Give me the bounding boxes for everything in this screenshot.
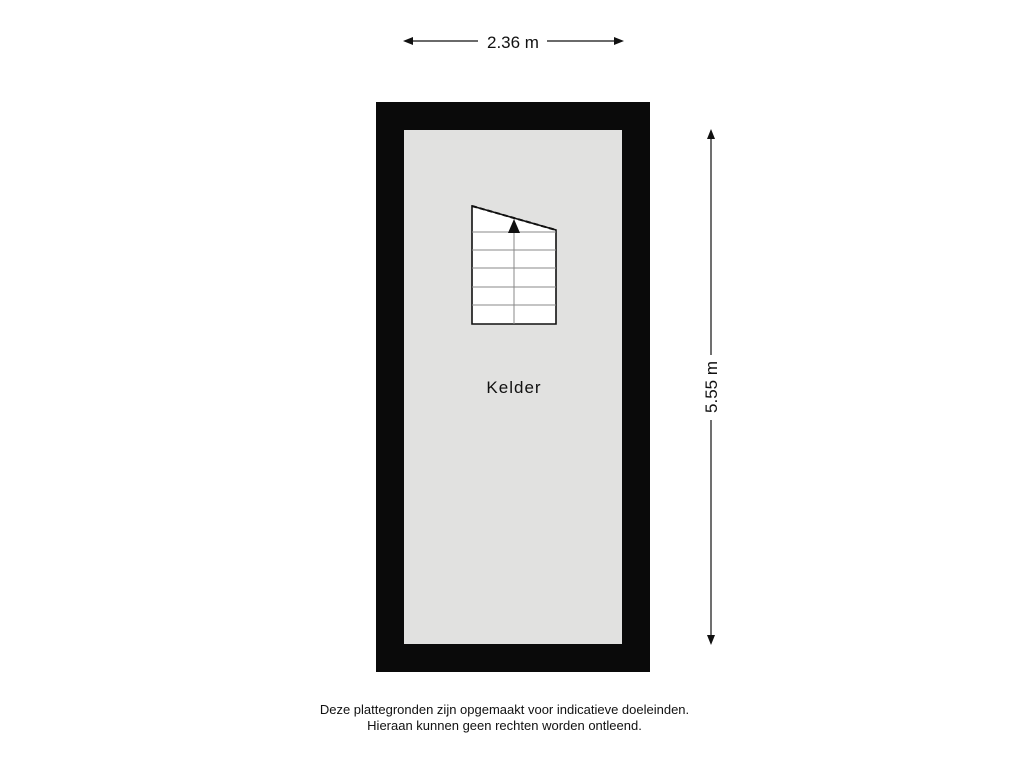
height-arrow-down-icon [707,635,715,645]
height-arrow-up-icon [707,129,715,139]
height-dimension-label: 5.55 m [702,361,721,413]
width-dimension [403,33,624,52]
disclaimer-line-1: Deze plattegronden zijn opgemaakt voor indicatieve doeleinden. [319,702,690,717]
width-dimension-label: 2.36 m [487,33,539,52]
room-label: Kelder [486,378,542,397]
width-arrow-left-icon [403,37,413,45]
width-arrow-right-icon [614,37,624,45]
height-dimension [702,129,721,645]
disclaimer-line-2: Hieraan kunnen geen rechten worden ontleend. [367,718,642,733]
